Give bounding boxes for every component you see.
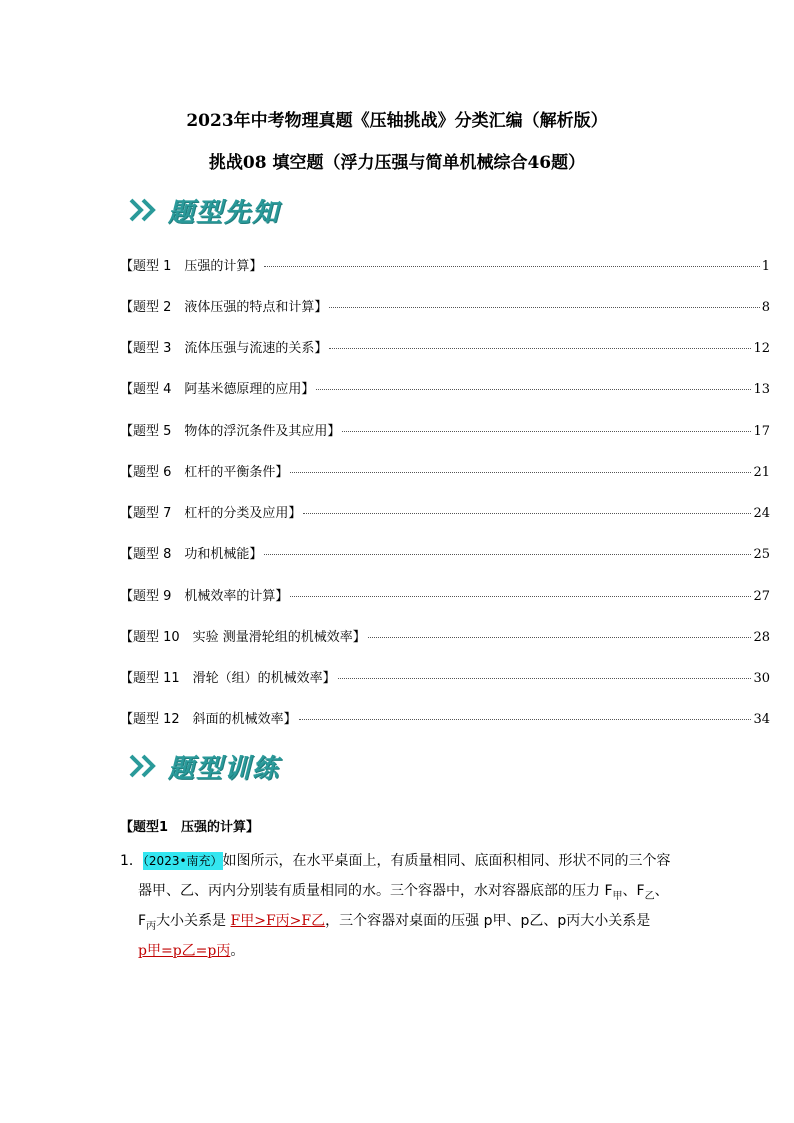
question-line-2: 器甲、乙、丙内分别装有质量相同的水。三个容器中，水对容器底部的压力 $F_甲$、$F_乙$、 — [138, 883, 669, 902]
toc-item-label: 【题型 12 斜面的机械效率】 — [120, 712, 297, 727]
toc-page-number: 34 — [753, 712, 770, 727]
question-line-3: $F_丙$大小关系是 F甲>F丙>F乙，三个容器对桌面的压强 p甲、p乙、p丙大小关系是 — [138, 913, 651, 932]
type-heading: 【题型1 压强的计算】 — [120, 820, 260, 835]
toc-leader — [368, 637, 752, 638]
section-title: 题型先知 — [168, 197, 281, 228]
toc-page-number: 27 — [753, 589, 770, 604]
toc-leader — [329, 307, 759, 308]
question-line-4 — [138, 936, 244, 966]
toc-item[interactable] — [120, 626, 770, 646]
toc-leader — [338, 678, 752, 679]
section-header-training — [128, 748, 280, 784]
toc-leader — [264, 266, 759, 267]
toc-leader — [303, 513, 751, 514]
toc-item-label: 【题型 3 流体压强与流速的关系】 — [120, 341, 328, 356]
toc-page-number: 24 — [753, 506, 770, 521]
section-header-preview — [128, 192, 280, 228]
toc-page-number: 13 — [753, 382, 770, 397]
toc-leader — [299, 719, 752, 720]
toc-item[interactable] — [120, 461, 770, 481]
toc-page-number: 28 — [753, 630, 770, 645]
toc-item[interactable] — [120, 255, 770, 275]
toc-item-label: 【题型 10 实验 测量滑轮组的机械效率】 — [120, 630, 366, 645]
toc-item[interactable] — [120, 708, 770, 728]
toc-item[interactable] — [120, 502, 770, 522]
question-number: 1． — [120, 853, 143, 869]
toc-page-number: 30 — [753, 671, 770, 686]
toc-leader — [329, 348, 751, 349]
answer-blank-2: p甲=p乙=p丙 — [138, 943, 231, 959]
toc-item-label: 【题型 9 机械效率的计算】 — [120, 589, 289, 604]
toc-leader — [342, 431, 751, 432]
question-line-1 — [120, 846, 671, 876]
toc-leader — [290, 472, 751, 473]
question-text: 。 — [230, 943, 245, 959]
toc-item[interactable] — [120, 337, 770, 357]
question-text: ，三个容器对桌面的压强 p甲、p乙、p丙大小关系是 — [325, 913, 651, 929]
question-text: 如图所示，在水平桌面上，有质量相同、底面积相同、形状不同的三个容 — [222, 853, 671, 869]
toc-item-label: 【题型 1 压强的计算】 — [120, 259, 263, 274]
toc-item[interactable] — [120, 378, 770, 398]
source-tag: （2023•南充） — [142, 854, 223, 868]
toc-page-number: 25 — [753, 547, 770, 562]
toc-page-number: 17 — [753, 424, 770, 439]
toc-item-label: 【题型 2 液体压强的特点和计算】 — [120, 300, 328, 315]
toc-leader — [290, 596, 751, 597]
question-text: 大小关系是 — [156, 913, 227, 929]
document-subtitle: 挑战08 填空题（浮力压强与简单机械综合46题） — [208, 153, 586, 173]
toc-page-number: 21 — [753, 465, 770, 480]
toc-page-number: 1 — [761, 259, 770, 274]
toc-item[interactable] — [120, 420, 770, 440]
toc-item[interactable] — [120, 585, 770, 605]
toc-item-label: 【题型 7 杠杆的分类及应用】 — [120, 506, 302, 521]
section-title: 题型训练 — [168, 753, 281, 784]
double-chevron-icon — [128, 197, 162, 223]
document-title: 2023年中考物理真题《压轴挑战》分类汇编（解析版） — [186, 111, 608, 131]
question-text: 器甲、乙、丙内分别装有质量相同的水。三个容器中，水对容器底部的压力 F — [138, 883, 613, 899]
toc-leader — [264, 554, 751, 555]
answer-blank-1: F甲>F丙>F乙 — [230, 913, 326, 929]
toc-leader — [316, 389, 751, 390]
toc-item[interactable] — [120, 667, 770, 687]
toc-item-label: 【题型 4 阿基米德原理的应用】 — [120, 382, 315, 397]
question-1 — [120, 846, 680, 976]
toc-item-label: 【题型 6 杠杆的平衡条件】 — [120, 465, 289, 480]
toc-item-label: 【题型 5 物体的浮沉条件及其应用】 — [120, 424, 341, 439]
toc-item-label: 【题型 8 功和机械能】 — [120, 547, 263, 562]
toc-page-number: 8 — [761, 300, 770, 315]
question-text: F — [138, 913, 147, 929]
toc-page-number: 12 — [753, 341, 770, 356]
double-chevron-icon — [128, 753, 162, 779]
toc-item[interactable] — [120, 296, 770, 316]
toc-item-label: 【题型 11 滑轮（组）的机械效率】 — [120, 671, 336, 686]
toc-item[interactable] — [120, 543, 770, 563]
